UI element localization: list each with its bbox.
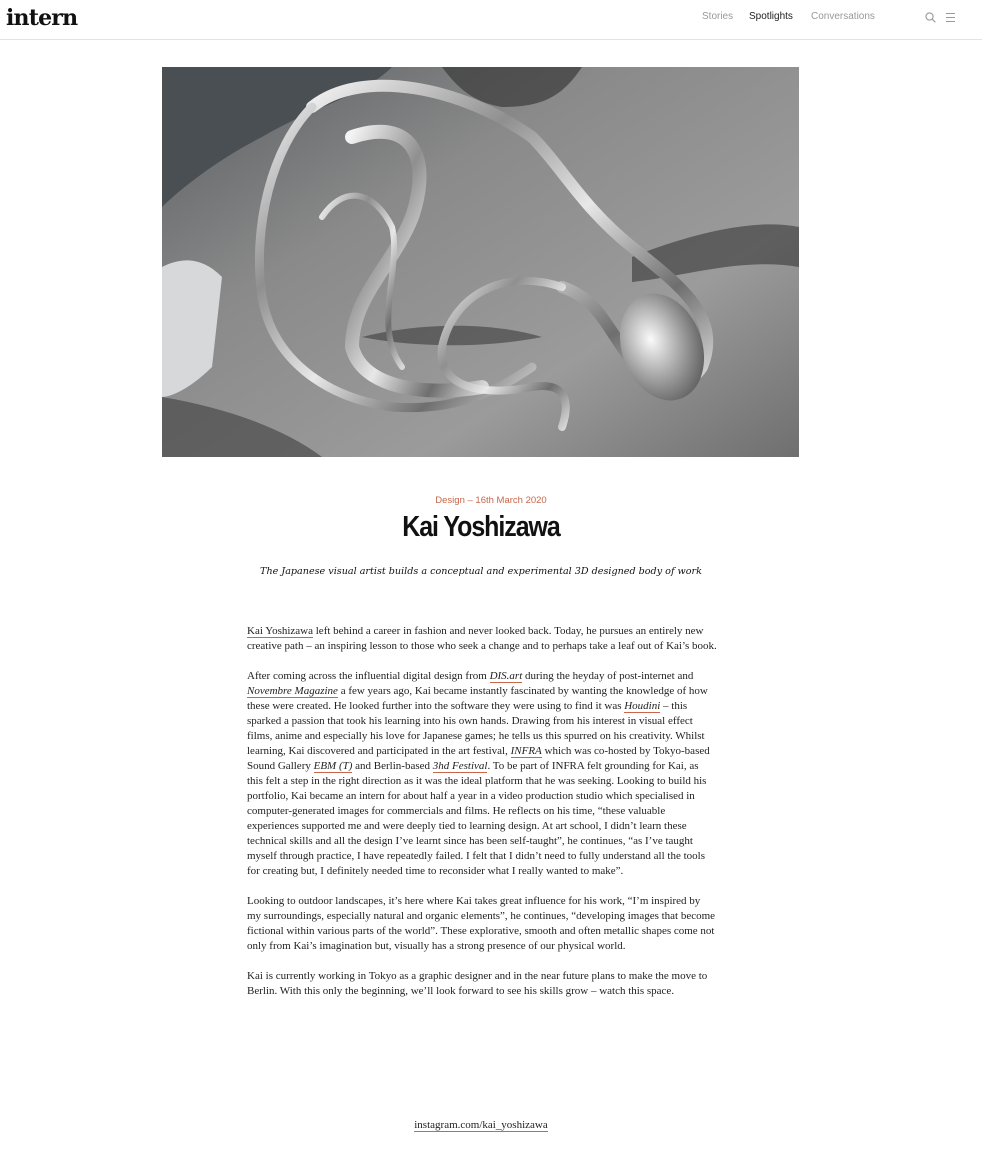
hero-image-chrome-sculpture-icon (162, 67, 799, 457)
paragraph-1 (247, 624, 717, 654)
link-ebm-t[interactable]: EBM (T) (313, 760, 353, 772)
paragraph-2 (247, 669, 717, 879)
hero-image (162, 67, 799, 457)
paragraph-text: a few years ago, Kai became instantly fascinated by wanting the knowledge of how these were created. He looked further into the software they were using to find it was (247, 685, 708, 712)
link-novembre-magazine[interactable]: Novembre Magazine (247, 685, 338, 697)
instagram-link-container (0, 1119, 962, 1131)
paragraph-text: – this sparked a passion that took his learning into his own hands. Drawing from his interest in visual effect films, anime and especially his love for Japanese games; he tells us this spurred on his creativity. Whilst learning, Kai discovered and participated in the art festival, (247, 700, 705, 757)
link-kai-yoshizawa[interactable]: Kai Yoshizawa (247, 625, 313, 637)
link-3hd-festival[interactable]: 3hd Festival (432, 760, 488, 772)
link-houdini[interactable]: Houdini (624, 700, 661, 712)
paragraph-text: which was co-hosted by Tokyo-based Sound Gallery (247, 745, 710, 772)
top-navigation-bar (0, 0, 982, 40)
nav-stories[interactable]: Stories (702, 11, 734, 22)
nav-spotlights[interactable]: Spotlights (749, 11, 793, 22)
link-infra[interactable]: INFRA (510, 745, 542, 757)
article-category-date: Design – 16th March 2020 (435, 495, 547, 506)
paragraph-text: during the heyday of post-internet and (522, 670, 694, 682)
nav-conversations[interactable]: Conversations (811, 11, 875, 22)
paragraph-text: . To be part of INFRA felt grounding for Kai, as this felt a step in the right direction as it was the ideal platform that he was seeking. Looking to build his portfolio, Kai became an intern for about half a year in a video production studio which specialised in computer-generated images for commercials and films. He reflects on his time, “these valuable experiences supported me and were deeply tied to learning design. At art school, I didn’t learn these technical skills and all the design I’ve learnt since has been self-taught”, he continues, “as I’ve taught myself through practice, I have repeatedly failed. I felt that I didn’t need to fully understand all the tools for creating but, I definitely needed time to reconsider what I really wanted to make”. (247, 760, 707, 877)
article-body (247, 624, 717, 1014)
search-icon[interactable] (925, 12, 936, 23)
site-logo[interactable]: intern (6, 5, 78, 31)
paragraph-text: left behind a career in fashion and never looked back. Today, he pursues an entirely new creative path – an inspiring lesson to those who seek a change and to perhaps take a leaf out of Kai’s book. (247, 625, 717, 652)
instagram-link[interactable]: instagram.com/kai_yoshizawa (414, 1119, 548, 1131)
menu-icon[interactable] (945, 12, 956, 23)
article-title: Kai Yoshizawa (402, 511, 560, 543)
paragraph-3: Looking to outdoor landscapes, it’s here where Kai takes great influence for his work, “I’m inspired by my surroundings, especially natural and organic elements”, he continues, “developing images that become fictional within various parts of the world”. These explorative, smooth and often metallic shapes come not only from Kai’s imagination but, visually has a strong presence of our physical world. (247, 895, 716, 952)
paragraph-4: Kai is currently working in Tokyo as a graphic designer and in the near future plans to make the move to Berlin. With this only the beginning, we’ll look forward to see his skills grow – watch this space. (247, 970, 708, 997)
article-subtitle: The Japanese visual artist builds a conceptual and experimental 3D designed body of work (260, 566, 702, 577)
paragraph-text: After coming across the influential digital design from (247, 670, 490, 682)
paragraph-text: and Berlin-based (352, 760, 433, 772)
link-dis-art[interactable]: DIS.art (489, 670, 523, 682)
